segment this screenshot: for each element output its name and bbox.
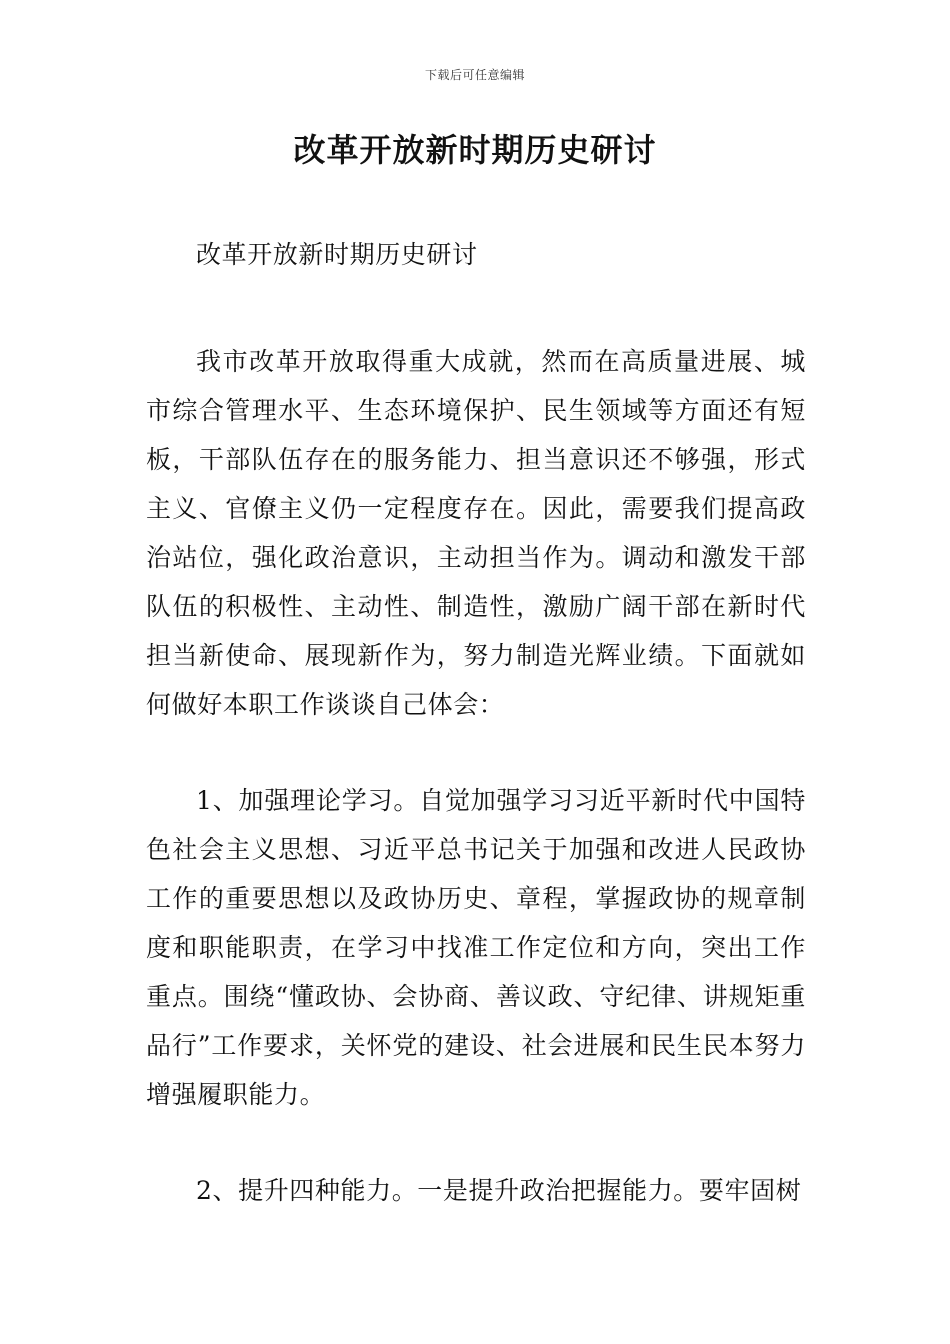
paragraph-gap: [146, 1119, 806, 1166]
point-1-paragraph: 1、加强理论学习。自觉加强学习习近平新时代中国特色社会主义思想、习近平总书记关于加强和改进人民政协工作的重要思想以及政协历史、章程，掌握政协的规章制度和职能职责，在学习中找准工作定位和方向，突出工作重点。围绕“懂政协、会协商、善议政、守纪律、讲规矩重品行”工作要求，关怀党的建设、社会进展和民生民本努力增强履职能力。: [146, 786, 806, 1109]
point-2-paragraph: 2、提升四种能力。一是提升政治把握能力。要牢固树: [196, 1176, 802, 1205]
document-body: [146, 230, 806, 1215]
header-note: 下载后可任意编辑: [424, 68, 525, 82]
paragraph-gap: [146, 279, 806, 337]
paragraph-gap: [146, 729, 806, 776]
document-title: 改革开放新时期历史研讨: [293, 131, 657, 169]
intro-paragraph: 我市改革开放取得重大成就，然而在高质量进展、城市综合管理水平、生态环境保护、民生领域等方面还有短板，干部队伍存在的服务能力、担当意识还不够强，形式主义、官僚主义仍一定程度存在。因此，需要我们提高政治站位，强化政治意识，主动担当作为。调动和激发干部队伍的积极性、主动性、制造性，激励广阔干部在新时代担当新使命、展现新作为，努力制造光辉业绩。下面就如何做好本职工作谈谈自己体会：: [146, 347, 806, 719]
subtitle-paragraph: 改革开放新时期历史研讨: [196, 240, 478, 269]
